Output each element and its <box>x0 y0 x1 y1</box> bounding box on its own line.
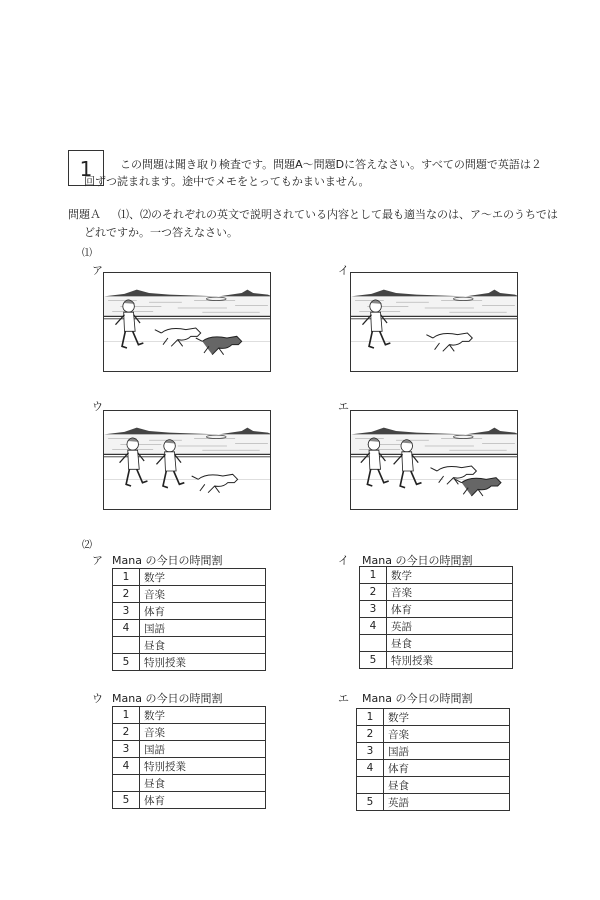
part2-option-u-title: Mana の今日の時間割 <box>112 692 223 705</box>
table-row: 昼食 <box>113 775 266 792</box>
timetable-u <box>112 706 266 809</box>
table-row: 4 国語 <box>113 620 266 637</box>
part1-option-i-picture <box>350 272 518 372</box>
table-row: 4 英語 <box>360 618 513 635</box>
timetable-e <box>356 708 510 811</box>
part1-label: ⑴ <box>82 248 92 259</box>
table-row: 5 特別授業 <box>113 654 266 671</box>
table-row: 3 国語 <box>357 743 510 760</box>
part2-option-i-label: イ <box>338 554 349 567</box>
part2-option-u-label: ウ <box>92 692 103 705</box>
part1-option-e-picture <box>350 410 518 510</box>
part2-label: ⑵ <box>82 540 92 551</box>
table-row: 3 国語 <box>113 741 266 758</box>
timetable-a <box>112 568 266 671</box>
question-number-box: 1 <box>68 150 104 186</box>
table-row: 昼食 <box>357 777 510 794</box>
intro-text-line2: 回ずつ読まれます。途中でメモをとってもかまいません。 <box>84 175 370 188</box>
table-row: 1 数学 <box>360 567 513 584</box>
question-a-text-line1: ⑴、⑵のそれぞれの英文で説明されている内容として最も適当なのは、ア～エのうちでは <box>118 208 558 221</box>
timetable-i <box>359 566 513 669</box>
intro-text-line1: この問題は聞き取り検査です。問題A～問題Dに答えなさい。すべての問題で英語は２ <box>120 158 542 171</box>
table-row: 2 音楽 <box>357 726 510 743</box>
table-row: 3 体育 <box>360 601 513 618</box>
table-row: 4 特別授業 <box>113 758 266 775</box>
part1-option-u-picture <box>103 410 271 510</box>
part1-option-i-label: イ <box>338 264 349 277</box>
question-a-label: 問題Ａ <box>68 208 101 221</box>
table-row: 4 体育 <box>357 760 510 777</box>
part2-option-e-label: エ <box>338 692 349 705</box>
part2-option-e-title: Mana の今日の時間割 <box>362 692 473 705</box>
table-row: 5 体育 <box>113 792 266 809</box>
table-row: 2 音楽 <box>113 724 266 741</box>
table-row: 昼食 <box>360 635 513 652</box>
part1-option-e-label: エ <box>338 400 349 413</box>
part2-option-a-title: Mana の今日の時間割 <box>112 554 223 567</box>
question-a-text-line2: どれですか。一つ答えなさい。 <box>84 226 238 239</box>
table-row: 1 数学 <box>113 569 266 586</box>
part2-option-i-title: Mana の今日の時間割 <box>362 554 473 567</box>
table-row: 1 数学 <box>357 709 510 726</box>
part1-option-a-label: ア <box>92 264 103 277</box>
part1-option-u-label: ウ <box>92 400 103 413</box>
table-row: 3 体育 <box>113 603 266 620</box>
table-row: 2 音楽 <box>113 586 266 603</box>
table-row: 2 音楽 <box>360 584 513 601</box>
table-row: 5 特別授業 <box>360 652 513 669</box>
table-row: 5 英語 <box>357 794 510 811</box>
part2-option-a-label: ア <box>92 554 103 567</box>
table-row: 1 数学 <box>113 707 266 724</box>
part1-option-a-picture <box>103 272 271 372</box>
table-row: 昼食 <box>113 637 266 654</box>
